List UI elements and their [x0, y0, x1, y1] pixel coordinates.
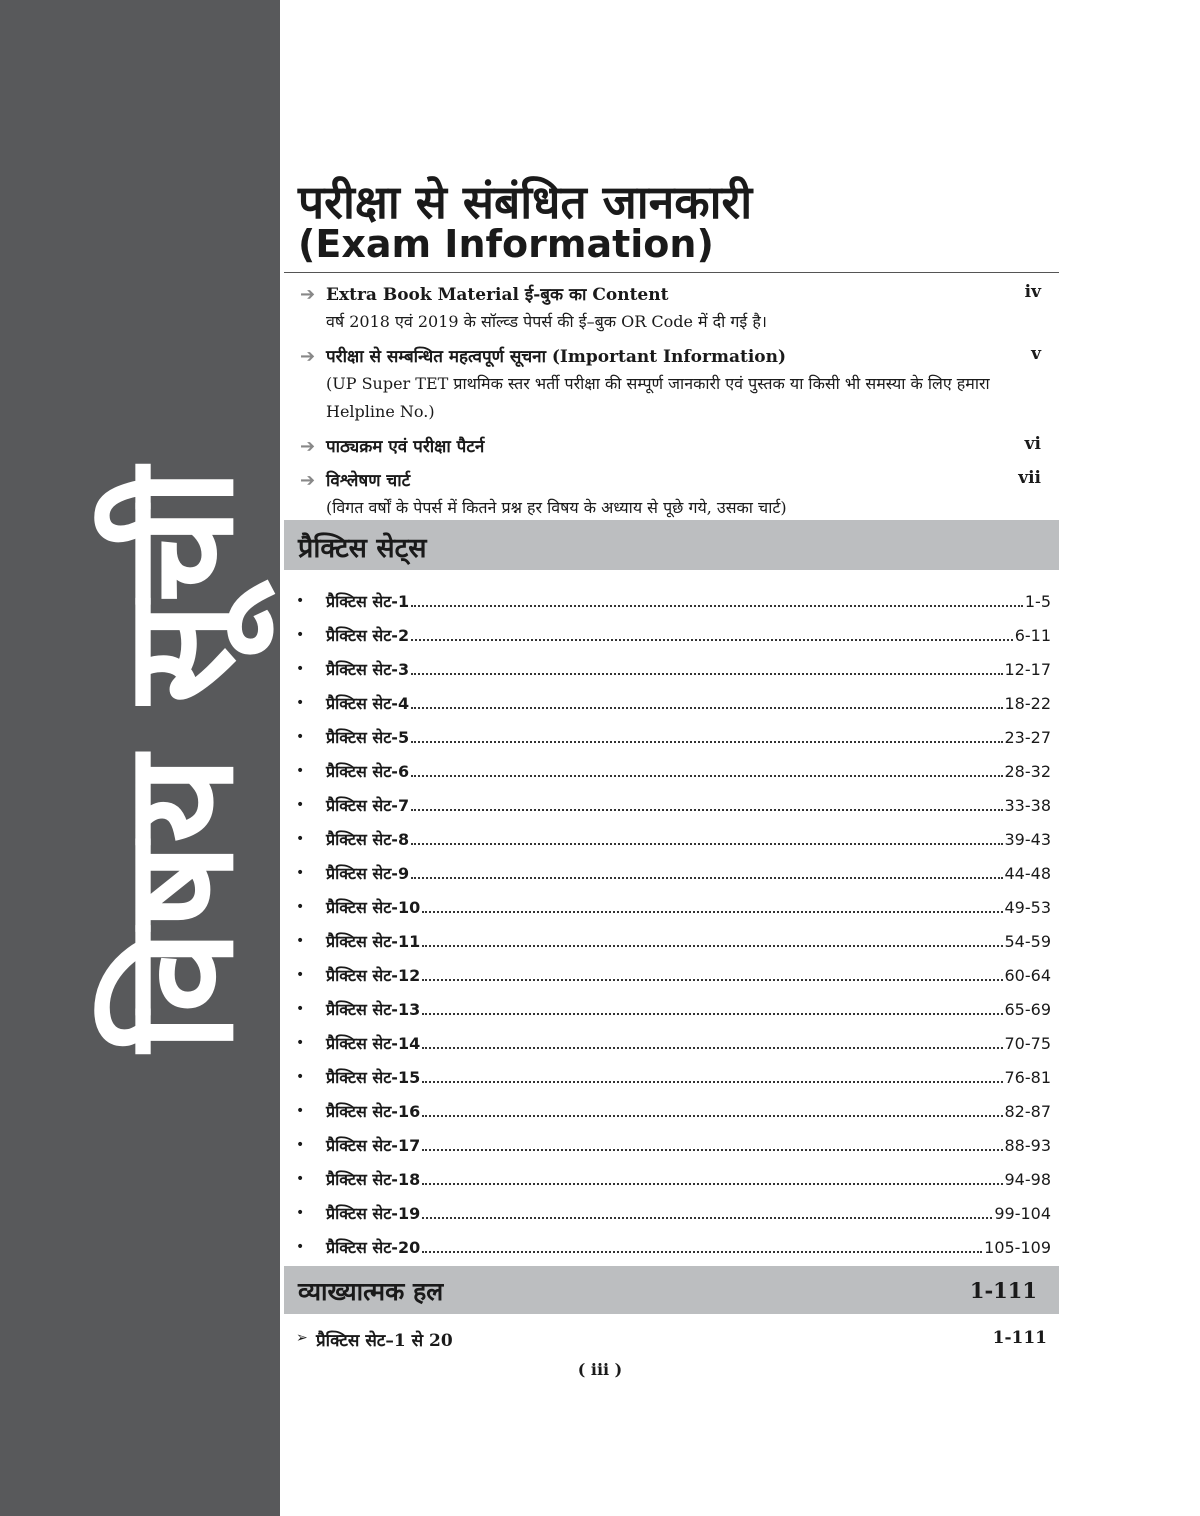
dot-leader	[422, 979, 1002, 981]
solutions-heading: व्याख्यात्मक हल	[298, 1277, 444, 1306]
toc-row[interactable]	[284, 1060, 1059, 1094]
dot-leader	[422, 1013, 1002, 1015]
bullet-icon: •	[296, 593, 305, 609]
practice-sets-heading: प्रैक्टिस सेट्स	[298, 533, 427, 564]
intro-item-page: vii	[1018, 468, 1041, 488]
intro-item	[284, 344, 1059, 426]
arrow-right-icon: ➔	[300, 436, 316, 457]
bullet-icon: •	[296, 627, 305, 643]
toc-entry-pages: 88-93	[1004, 1135, 1051, 1155]
bullet-icon: •	[296, 899, 305, 915]
toc-entry-pages: 65-69	[1004, 999, 1051, 1019]
toc-entry-label: प्रैक्टिस सेट-19	[326, 1204, 421, 1223]
toc-entry-label: प्रैक्टिस सेट-11	[326, 932, 421, 951]
toc-entry-label: प्रैक्टिस सेट-6	[326, 762, 410, 781]
toc-row[interactable]	[284, 788, 1059, 822]
intro-item	[284, 468, 1059, 522]
dot-leader	[422, 1115, 1002, 1117]
dot-leader	[411, 673, 1002, 675]
toc-entry-pages: 60-64	[1004, 965, 1051, 985]
solutions-pages: 1-111	[969, 1278, 1037, 1303]
intro-item-heading: विश्लेषण चार्ट	[326, 471, 411, 491]
bullet-icon: •	[296, 1137, 305, 1153]
toc-entry-pages: 23-27	[1004, 727, 1051, 747]
toc-entry-pages: 82-87	[1004, 1101, 1051, 1121]
toc-entry-pages: 94-98	[1004, 1169, 1051, 1189]
intro-list	[284, 282, 1059, 530]
dot-leader	[411, 741, 1002, 743]
intro-item-heading: पाठ्यक्रम एवं परीक्षा पैटर्न	[326, 437, 485, 457]
toc-row[interactable]	[284, 720, 1059, 754]
toc-row[interactable]	[284, 1128, 1059, 1162]
intro-item-page: v	[1031, 344, 1041, 364]
title-divider	[284, 272, 1059, 273]
toc-entry-pages: 18-22	[1004, 693, 1051, 713]
toc-entry-pages: 70-75	[1004, 1033, 1051, 1053]
sidebar-title: विषय सूची	[93, 468, 267, 1052]
dot-leader	[411, 843, 1002, 845]
toc-entry-label: प्रैक्टिस सेट-5	[326, 728, 410, 747]
toc-entry-label: प्रैक्टिस सेट-8	[326, 830, 410, 849]
dot-leader	[411, 775, 1002, 777]
dot-leader	[422, 1081, 1002, 1083]
toc-entry-pages: 1-5	[1024, 591, 1051, 611]
intro-item-heading: Extra Book Material ई-बुक का Content	[326, 285, 669, 305]
intro-item-page: iv	[1024, 282, 1041, 302]
toc-entry-pages: 39-43	[1004, 829, 1051, 849]
practice-sets-header	[284, 520, 1059, 570]
toc-entry-pages: 28-32	[1004, 761, 1051, 781]
toc-entry-label: प्रैक्टिस सेट-4	[326, 694, 410, 713]
toc-row[interactable]	[284, 924, 1059, 958]
intro-item-heading: परीक्षा से सम्बन्धित महत्वपूर्ण सूचना (Important Information)	[326, 347, 787, 367]
solutions-entry-label: प्रैक्टिस सेट–1 से 20	[316, 1331, 453, 1351]
toc-entry-pages: 49-53	[1004, 897, 1051, 917]
dot-leader	[411, 809, 1002, 811]
toc-row[interactable]	[284, 754, 1059, 788]
page-title-hindi: परीक्षा से संबंधित जानकारी	[298, 175, 753, 229]
toc-entry-label: प्रैक्टिस सेट-20	[326, 1238, 421, 1257]
intro-item	[284, 282, 1059, 336]
dot-leader	[411, 877, 1002, 879]
bullet-icon: •	[296, 1069, 305, 1085]
toc-entry-label: प्रैक्टिस सेट-9	[326, 864, 410, 883]
bullet-icon: •	[296, 1035, 305, 1051]
toc-row[interactable]	[284, 992, 1059, 1026]
toc-entry-pages: 105-109	[984, 1237, 1051, 1257]
toc-row[interactable]	[284, 1196, 1059, 1230]
toc-entry-label: प्रैक्टिस सेट-18	[326, 1170, 421, 1189]
toc-row[interactable]	[284, 822, 1059, 856]
intro-item	[284, 434, 1059, 460]
bullet-icon: •	[296, 1205, 305, 1221]
toc-entry-pages: 6-11	[1014, 625, 1051, 645]
bullet-icon: •	[296, 967, 305, 983]
dot-leader	[422, 1217, 992, 1219]
toc-row[interactable]	[284, 618, 1059, 652]
toc-entry-pages: 99-104	[994, 1203, 1051, 1223]
practice-sets-list	[284, 584, 1059, 1264]
toc-row[interactable]	[284, 652, 1059, 686]
toc-entry-label: प्रैक्टिस सेट-13	[326, 1000, 421, 1019]
toc-entry-label: प्रैक्टिस सेट-3	[326, 660, 410, 679]
bullet-icon: •	[296, 797, 305, 813]
bullet-icon: •	[296, 661, 305, 677]
toc-entry-label: प्रैक्टिस सेट-1	[326, 592, 410, 611]
toc-row[interactable]	[284, 686, 1059, 720]
dot-leader	[422, 1183, 1002, 1185]
bullet-icon: •	[296, 1239, 305, 1255]
toc-row[interactable]	[284, 958, 1059, 992]
toc-row[interactable]	[284, 584, 1059, 618]
intro-item-description: (UP Super TET प्राथमिक स्तर भर्ती परीक्षा की सम्पूर्ण जानकारी एवं पुस्तक या किसी भी समस्या के लिए हमारा Helpline No.)	[326, 374, 990, 421]
arrow-right-icon: ➔	[300, 284, 316, 305]
toc-entry-pages: 12-17	[1004, 659, 1051, 679]
sidebar	[0, 0, 280, 1516]
toc-entry-label: प्रैक्टिस सेट-16	[326, 1102, 421, 1121]
bullet-icon: •	[296, 831, 305, 847]
toc-row[interactable]	[284, 1026, 1059, 1060]
dot-leader	[422, 1047, 1002, 1049]
solutions-header	[284, 1266, 1059, 1314]
toc-row[interactable]	[284, 1094, 1059, 1128]
dot-leader	[422, 1251, 982, 1253]
intro-item-description: वर्ष 2018 एवं 2019 के सॉल्व्ड पेपर्स की ई–बुक OR Code में दी गई है।	[326, 312, 767, 331]
toc-row[interactable]	[284, 856, 1059, 890]
dot-leader	[422, 1149, 1002, 1151]
solutions-entry[interactable]	[284, 1328, 1059, 1354]
toc-row[interactable]	[284, 1230, 1059, 1264]
toc-entry-pages: 54-59	[1004, 931, 1051, 951]
arrowhead-right-icon: ➢	[296, 1330, 308, 1346]
bullet-icon: •	[296, 1103, 305, 1119]
intro-item-page: vi	[1024, 434, 1041, 454]
intro-item-description: (विगत वर्षों के पेपर्स में कितने प्रश्न हर विषय के अध्याय से पूछे गये, उसका चार्ट)	[326, 498, 787, 517]
toc-entry-pages: 76-81	[1004, 1067, 1051, 1087]
solutions-entry-pages: 1-111	[992, 1328, 1047, 1348]
bullet-icon: •	[296, 933, 305, 949]
toc-entry-pages: 44-48	[1004, 863, 1051, 883]
dot-leader	[411, 707, 1002, 709]
dot-leader	[411, 639, 1013, 641]
toc-entry-label: प्रैक्टिस सेट-15	[326, 1068, 421, 1087]
bullet-icon: •	[296, 695, 305, 711]
dot-leader	[411, 605, 1023, 607]
toc-entry-pages: 33-38	[1004, 795, 1051, 815]
toc-entry-label: प्रैक्टिस सेट-12	[326, 966, 421, 985]
arrow-right-icon: ➔	[300, 470, 316, 491]
bullet-icon: •	[296, 729, 305, 745]
toc-entry-label: प्रैक्टिस सेट-2	[326, 626, 410, 645]
bullet-icon: •	[296, 763, 305, 779]
page-number: ( iii )	[577, 1360, 623, 1379]
toc-row[interactable]	[284, 890, 1059, 924]
arrow-right-icon: ➔	[300, 346, 316, 367]
toc-entry-label: प्रैक्टिस सेट-10	[326, 898, 421, 917]
page-title-english: (Exam Information)	[298, 222, 714, 266]
bullet-icon: •	[296, 865, 305, 881]
toc-entry-label: प्रैक्टिस सेट-7	[326, 796, 410, 815]
dot-leader	[422, 911, 1002, 913]
toc-entry-label: प्रैक्टिस सेट-17	[326, 1136, 421, 1155]
bullet-icon: •	[296, 1001, 305, 1017]
dot-leader	[422, 945, 1002, 947]
toc-entry-label: प्रैक्टिस सेट-14	[326, 1034, 421, 1053]
bullet-icon: •	[296, 1171, 305, 1187]
toc-row[interactable]	[284, 1162, 1059, 1196]
